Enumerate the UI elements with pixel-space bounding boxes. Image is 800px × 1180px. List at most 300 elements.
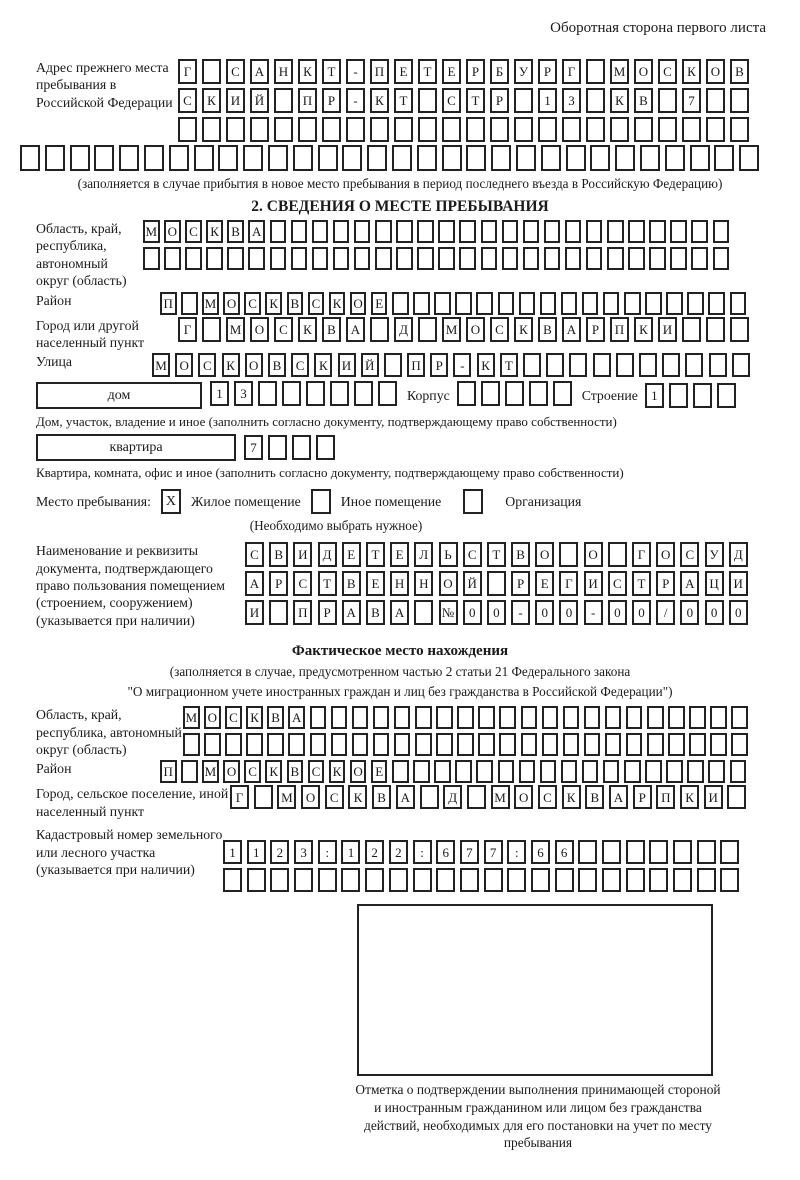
char-box[interactable] — [438, 220, 455, 243]
char-box[interactable]: 1 — [223, 840, 242, 864]
char-box[interactable] — [521, 733, 538, 756]
char-box[interactable]: О — [250, 317, 269, 342]
char-box[interactable] — [481, 220, 498, 243]
char-box[interactable]: А — [562, 317, 581, 342]
char-box[interactable]: 0 — [463, 600, 482, 625]
char-box[interactable]: Е — [366, 571, 385, 596]
char-box[interactable]: К — [314, 353, 332, 377]
char-box[interactable]: Т — [466, 88, 485, 113]
char-box[interactable] — [270, 868, 289, 892]
char-box[interactable] — [269, 600, 288, 625]
char-box[interactable] — [341, 868, 360, 892]
char-box[interactable]: 1 — [210, 381, 229, 406]
char-box[interactable] — [626, 868, 645, 892]
char-box[interactable]: : — [318, 840, 337, 864]
char-box[interactable]: Г — [178, 59, 197, 84]
char-box[interactable]: Р — [322, 88, 341, 113]
char-box[interactable]: Й — [463, 571, 482, 596]
char-box[interactable] — [417, 220, 434, 243]
char-box[interactable]: 6 — [555, 840, 574, 864]
char-box[interactable]: А — [396, 785, 415, 809]
char-box[interactable]: Д — [394, 317, 413, 342]
char-box[interactable] — [457, 706, 474, 729]
char-box[interactable] — [418, 117, 437, 142]
char-box[interactable]: 6 — [436, 840, 455, 864]
char-box[interactable] — [202, 317, 221, 342]
char-box[interactable] — [563, 706, 580, 729]
char-box[interactable] — [250, 117, 269, 142]
char-box[interactable]: В — [511, 542, 530, 567]
char-box[interactable]: Л — [414, 542, 433, 567]
char-box[interactable] — [414, 600, 433, 625]
char-box[interactable]: 1 — [538, 88, 557, 113]
char-box[interactable] — [578, 840, 597, 864]
char-box[interactable]: М — [183, 706, 200, 729]
char-box[interactable]: С — [463, 542, 482, 567]
char-box[interactable] — [331, 706, 348, 729]
char-box[interactable] — [373, 706, 390, 729]
char-box[interactable] — [45, 145, 65, 171]
char-box[interactable] — [607, 220, 624, 243]
char-box[interactable] — [384, 353, 402, 377]
char-box[interactable] — [459, 220, 476, 243]
char-box[interactable] — [270, 247, 287, 270]
char-box[interactable] — [455, 292, 472, 315]
char-box[interactable]: О — [301, 785, 320, 809]
char-box[interactable] — [394, 706, 411, 729]
char-box[interactable] — [603, 292, 620, 315]
char-box[interactable] — [727, 785, 746, 809]
char-box[interactable] — [436, 706, 453, 729]
char-box[interactable] — [333, 220, 350, 243]
char-box[interactable]: - — [453, 353, 471, 377]
char-box[interactable] — [645, 760, 662, 783]
char-box[interactable] — [538, 117, 557, 142]
char-box[interactable]: 1 — [247, 840, 266, 864]
char-box[interactable]: В — [322, 317, 341, 342]
char-box[interactable] — [274, 117, 293, 142]
char-box[interactable] — [739, 145, 759, 171]
char-box[interactable]: Г — [178, 317, 197, 342]
char-box[interactable] — [584, 706, 601, 729]
char-box[interactable] — [20, 145, 40, 171]
char-box[interactable] — [484, 868, 503, 892]
char-box[interactable] — [709, 353, 727, 377]
char-box[interactable] — [540, 292, 557, 315]
char-box[interactable]: Е — [442, 59, 461, 84]
char-box[interactable]: 0 — [608, 600, 627, 625]
checkbox-residential[interactable]: X — [161, 489, 181, 514]
char-box[interactable]: А — [680, 571, 699, 596]
char-box[interactable] — [730, 292, 747, 315]
char-box[interactable] — [628, 247, 645, 270]
char-box[interactable]: А — [390, 600, 409, 625]
char-box[interactable]: П — [656, 785, 675, 809]
char-box[interactable] — [274, 88, 293, 113]
char-box[interactable] — [586, 88, 605, 113]
char-box[interactable] — [670, 247, 687, 270]
char-box[interactable]: В — [372, 785, 391, 809]
char-box[interactable] — [563, 733, 580, 756]
char-box[interactable]: К — [329, 760, 346, 783]
char-box[interactable] — [578, 868, 597, 892]
char-box[interactable]: О — [164, 220, 181, 243]
char-box[interactable]: Г — [562, 59, 581, 84]
char-box[interactable]: Т — [418, 59, 437, 84]
char-box[interactable]: О — [466, 317, 485, 342]
char-box[interactable] — [394, 117, 413, 142]
char-box[interactable] — [418, 317, 437, 342]
char-box[interactable] — [523, 247, 540, 270]
char-box[interactable] — [647, 733, 664, 756]
char-box[interactable] — [459, 247, 476, 270]
char-box[interactable]: 0 — [632, 600, 651, 625]
char-box[interactable] — [714, 145, 734, 171]
char-box[interactable]: Е — [394, 59, 413, 84]
char-box[interactable] — [457, 733, 474, 756]
char-box[interactable] — [294, 868, 313, 892]
char-box[interactable] — [293, 145, 313, 171]
char-box[interactable] — [178, 117, 197, 142]
char-box[interactable] — [365, 868, 384, 892]
char-box[interactable]: В — [366, 600, 385, 625]
char-box[interactable] — [206, 247, 223, 270]
char-box[interactable]: О — [634, 59, 653, 84]
char-box[interactable]: С — [608, 571, 627, 596]
char-box[interactable]: К — [680, 785, 699, 809]
char-box[interactable] — [523, 353, 541, 377]
char-box[interactable]: В — [287, 292, 304, 315]
char-box[interactable] — [634, 117, 653, 142]
char-box[interactable] — [318, 145, 338, 171]
char-box[interactable] — [434, 760, 451, 783]
char-box[interactable] — [417, 145, 437, 171]
char-box[interactable] — [516, 145, 536, 171]
char-box[interactable] — [394, 733, 411, 756]
char-box[interactable] — [310, 733, 327, 756]
char-box[interactable] — [507, 868, 526, 892]
char-box[interactable] — [392, 760, 409, 783]
char-box[interactable] — [710, 733, 727, 756]
char-box[interactable] — [687, 292, 704, 315]
char-box[interactable] — [689, 733, 706, 756]
char-box[interactable] — [713, 247, 730, 270]
char-box[interactable] — [666, 760, 683, 783]
char-box[interactable] — [689, 706, 706, 729]
char-box[interactable] — [541, 145, 561, 171]
char-box[interactable]: В — [287, 760, 304, 783]
char-box[interactable] — [720, 868, 739, 892]
char-box[interactable] — [396, 220, 413, 243]
char-box[interactable] — [593, 353, 611, 377]
char-box[interactable] — [415, 733, 432, 756]
char-box[interactable] — [392, 292, 409, 315]
char-box[interactable]: Е — [371, 760, 388, 783]
char-box[interactable]: К — [610, 88, 629, 113]
char-box[interactable] — [602, 840, 621, 864]
char-box[interactable] — [487, 571, 506, 596]
char-box[interactable]: А — [248, 220, 265, 243]
char-box[interactable] — [258, 381, 277, 406]
char-box[interactable] — [164, 247, 181, 270]
char-box[interactable]: : — [507, 840, 526, 864]
char-box[interactable]: Й — [250, 88, 269, 113]
char-box[interactable]: О — [584, 542, 603, 567]
char-box[interactable]: / — [656, 600, 675, 625]
char-box[interactable] — [491, 145, 511, 171]
char-box[interactable] — [413, 292, 430, 315]
char-box[interactable]: 3 — [234, 381, 253, 406]
char-box[interactable] — [662, 353, 680, 377]
char-box[interactable]: А — [609, 785, 628, 809]
char-box[interactable]: - — [346, 88, 365, 113]
char-box[interactable] — [561, 760, 578, 783]
char-box[interactable] — [685, 353, 703, 377]
char-box[interactable] — [519, 760, 536, 783]
char-box[interactable] — [226, 117, 245, 142]
char-box[interactable] — [292, 435, 311, 460]
char-box[interactable] — [413, 868, 432, 892]
char-box[interactable] — [673, 868, 692, 892]
char-box[interactable] — [624, 292, 641, 315]
char-box[interactable]: Р — [430, 353, 448, 377]
char-box[interactable]: О — [514, 785, 533, 809]
char-box[interactable]: К — [477, 353, 495, 377]
char-box[interactable]: С — [245, 542, 264, 567]
char-box[interactable] — [268, 145, 288, 171]
char-box[interactable]: - — [511, 600, 530, 625]
char-box[interactable] — [413, 760, 430, 783]
char-box[interactable] — [476, 760, 493, 783]
char-box[interactable] — [183, 733, 200, 756]
char-box[interactable] — [531, 868, 550, 892]
char-box[interactable] — [342, 145, 362, 171]
char-box[interactable]: О — [350, 760, 367, 783]
char-box[interactable]: Р — [318, 600, 337, 625]
char-box[interactable]: В — [268, 353, 286, 377]
char-box[interactable] — [582, 292, 599, 315]
char-box[interactable] — [144, 145, 164, 171]
char-box[interactable] — [499, 706, 516, 729]
char-box[interactable]: У — [705, 542, 724, 567]
char-box[interactable]: В — [538, 317, 557, 342]
char-box[interactable]: С — [185, 220, 202, 243]
char-box[interactable] — [204, 733, 221, 756]
char-box[interactable] — [225, 733, 242, 756]
char-box[interactable]: М — [202, 292, 219, 315]
char-box[interactable]: К — [329, 292, 346, 315]
char-box[interactable]: Р — [538, 59, 557, 84]
char-box[interactable] — [499, 733, 516, 756]
char-box[interactable] — [706, 117, 725, 142]
char-box[interactable]: Е — [390, 542, 409, 567]
char-box[interactable] — [502, 220, 519, 243]
char-box[interactable] — [333, 247, 350, 270]
char-box[interactable]: Д — [729, 542, 748, 567]
char-box[interactable]: Р — [586, 317, 605, 342]
char-box[interactable]: П — [610, 317, 629, 342]
char-box[interactable] — [143, 247, 160, 270]
char-box[interactable]: 3 — [562, 88, 581, 113]
char-box[interactable] — [247, 868, 266, 892]
char-box[interactable] — [94, 145, 114, 171]
char-box[interactable]: К — [298, 317, 317, 342]
char-box[interactable]: И — [658, 317, 677, 342]
char-box[interactable] — [603, 760, 620, 783]
char-box[interactable] — [731, 706, 748, 729]
char-box[interactable]: Н — [390, 571, 409, 596]
char-box[interactable] — [227, 247, 244, 270]
char-box[interactable] — [375, 220, 392, 243]
char-box[interactable] — [658, 88, 677, 113]
char-box[interactable] — [649, 840, 668, 864]
char-box[interactable]: В — [269, 542, 288, 567]
char-box[interactable] — [481, 381, 500, 406]
char-box[interactable]: П — [370, 59, 389, 84]
char-box[interactable]: Ц — [705, 571, 724, 596]
char-box[interactable]: С — [308, 760, 325, 783]
char-box[interactable]: С — [538, 785, 557, 809]
char-box[interactable]: С — [291, 353, 309, 377]
char-box[interactable] — [310, 706, 327, 729]
char-box[interactable] — [466, 117, 485, 142]
char-box[interactable] — [490, 117, 509, 142]
char-box[interactable] — [590, 145, 610, 171]
char-box[interactable]: К — [265, 292, 282, 315]
char-box[interactable] — [478, 706, 495, 729]
checkbox-organization[interactable] — [463, 489, 483, 514]
char-box[interactable] — [649, 247, 666, 270]
char-box[interactable] — [457, 381, 476, 406]
char-box[interactable] — [562, 117, 581, 142]
char-box[interactable] — [181, 760, 198, 783]
char-box[interactable]: О — [204, 706, 221, 729]
char-box[interactable] — [586, 59, 605, 84]
char-box[interactable] — [682, 117, 701, 142]
char-box[interactable]: О — [223, 760, 240, 783]
char-box[interactable] — [370, 117, 389, 142]
char-box[interactable] — [246, 733, 263, 756]
char-box[interactable]: С — [658, 59, 677, 84]
char-box[interactable]: 0 — [680, 600, 699, 625]
char-box[interactable]: Р — [490, 88, 509, 113]
char-box[interactable]: В — [342, 571, 361, 596]
char-box[interactable]: Т — [366, 542, 385, 567]
char-box[interactable]: Р — [633, 785, 652, 809]
char-box[interactable]: К — [348, 785, 367, 809]
char-box[interactable] — [649, 868, 668, 892]
char-box[interactable] — [498, 292, 515, 315]
char-box[interactable] — [730, 317, 749, 342]
char-box[interactable] — [442, 117, 461, 142]
char-box[interactable] — [555, 868, 574, 892]
char-box[interactable] — [514, 117, 533, 142]
char-box[interactable]: В — [634, 88, 653, 113]
char-box[interactable] — [291, 247, 308, 270]
char-box[interactable] — [367, 145, 387, 171]
char-box[interactable] — [519, 292, 536, 315]
char-box[interactable] — [185, 247, 202, 270]
char-box[interactable]: 2 — [365, 840, 384, 864]
char-box[interactable] — [346, 117, 365, 142]
char-box[interactable] — [418, 88, 437, 113]
char-box[interactable]: О — [439, 571, 458, 596]
char-box[interactable] — [647, 706, 664, 729]
char-box[interactable] — [645, 292, 662, 315]
char-box[interactable] — [318, 868, 337, 892]
char-box[interactable]: Р — [656, 571, 675, 596]
char-box[interactable]: Н — [274, 59, 293, 84]
char-box[interactable]: О — [706, 59, 725, 84]
char-box[interactable] — [730, 760, 747, 783]
char-box[interactable] — [354, 381, 373, 406]
char-box[interactable]: М — [226, 317, 245, 342]
char-box[interactable] — [565, 247, 582, 270]
char-box[interactable] — [691, 220, 708, 243]
char-box[interactable] — [540, 760, 557, 783]
char-box[interactable] — [586, 247, 603, 270]
char-box[interactable] — [616, 353, 634, 377]
char-box[interactable]: И — [704, 785, 723, 809]
char-box[interactable]: С — [198, 353, 216, 377]
char-box[interactable]: И — [584, 571, 603, 596]
char-box[interactable] — [693, 383, 712, 408]
char-box[interactable]: 7 — [484, 840, 503, 864]
char-box[interactable]: П — [298, 88, 317, 113]
char-box[interactable] — [628, 220, 645, 243]
char-box[interactable]: П — [407, 353, 425, 377]
char-box[interactable]: К — [206, 220, 223, 243]
char-box[interactable] — [607, 247, 624, 270]
char-box[interactable]: 7 — [682, 88, 701, 113]
char-box[interactable] — [682, 317, 701, 342]
char-box[interactable] — [586, 220, 603, 243]
char-box[interactable]: Т — [632, 571, 651, 596]
char-box[interactable]: С — [226, 59, 245, 84]
char-box[interactable] — [673, 840, 692, 864]
char-box[interactable] — [223, 868, 242, 892]
char-box[interactable]: Р — [466, 59, 485, 84]
char-box[interactable]: 0 — [729, 600, 748, 625]
char-box[interactable]: И — [729, 571, 748, 596]
char-box[interactable]: Г — [632, 542, 651, 567]
char-box[interactable] — [202, 117, 221, 142]
char-box[interactable]: А — [245, 571, 264, 596]
char-box[interactable] — [582, 760, 599, 783]
char-box[interactable] — [415, 706, 432, 729]
char-box[interactable]: О — [245, 353, 263, 377]
char-box[interactable] — [544, 220, 561, 243]
char-box[interactable]: 0 — [559, 600, 578, 625]
char-box[interactable]: К — [562, 785, 581, 809]
char-box[interactable]: К — [265, 760, 282, 783]
char-box[interactable] — [248, 247, 265, 270]
char-box[interactable]: Н — [414, 571, 433, 596]
char-box[interactable] — [669, 383, 688, 408]
char-box[interactable] — [639, 353, 657, 377]
char-box[interactable] — [270, 220, 287, 243]
char-box[interactable]: Т — [487, 542, 506, 567]
char-box[interactable] — [605, 733, 622, 756]
char-box[interactable]: О — [656, 542, 675, 567]
char-box[interactable]: И — [245, 600, 264, 625]
char-box[interactable] — [687, 760, 704, 783]
char-box[interactable] — [658, 117, 677, 142]
char-box[interactable] — [668, 706, 685, 729]
char-box[interactable] — [442, 145, 462, 171]
char-box[interactable]: 1 — [341, 840, 360, 864]
char-box[interactable] — [438, 247, 455, 270]
